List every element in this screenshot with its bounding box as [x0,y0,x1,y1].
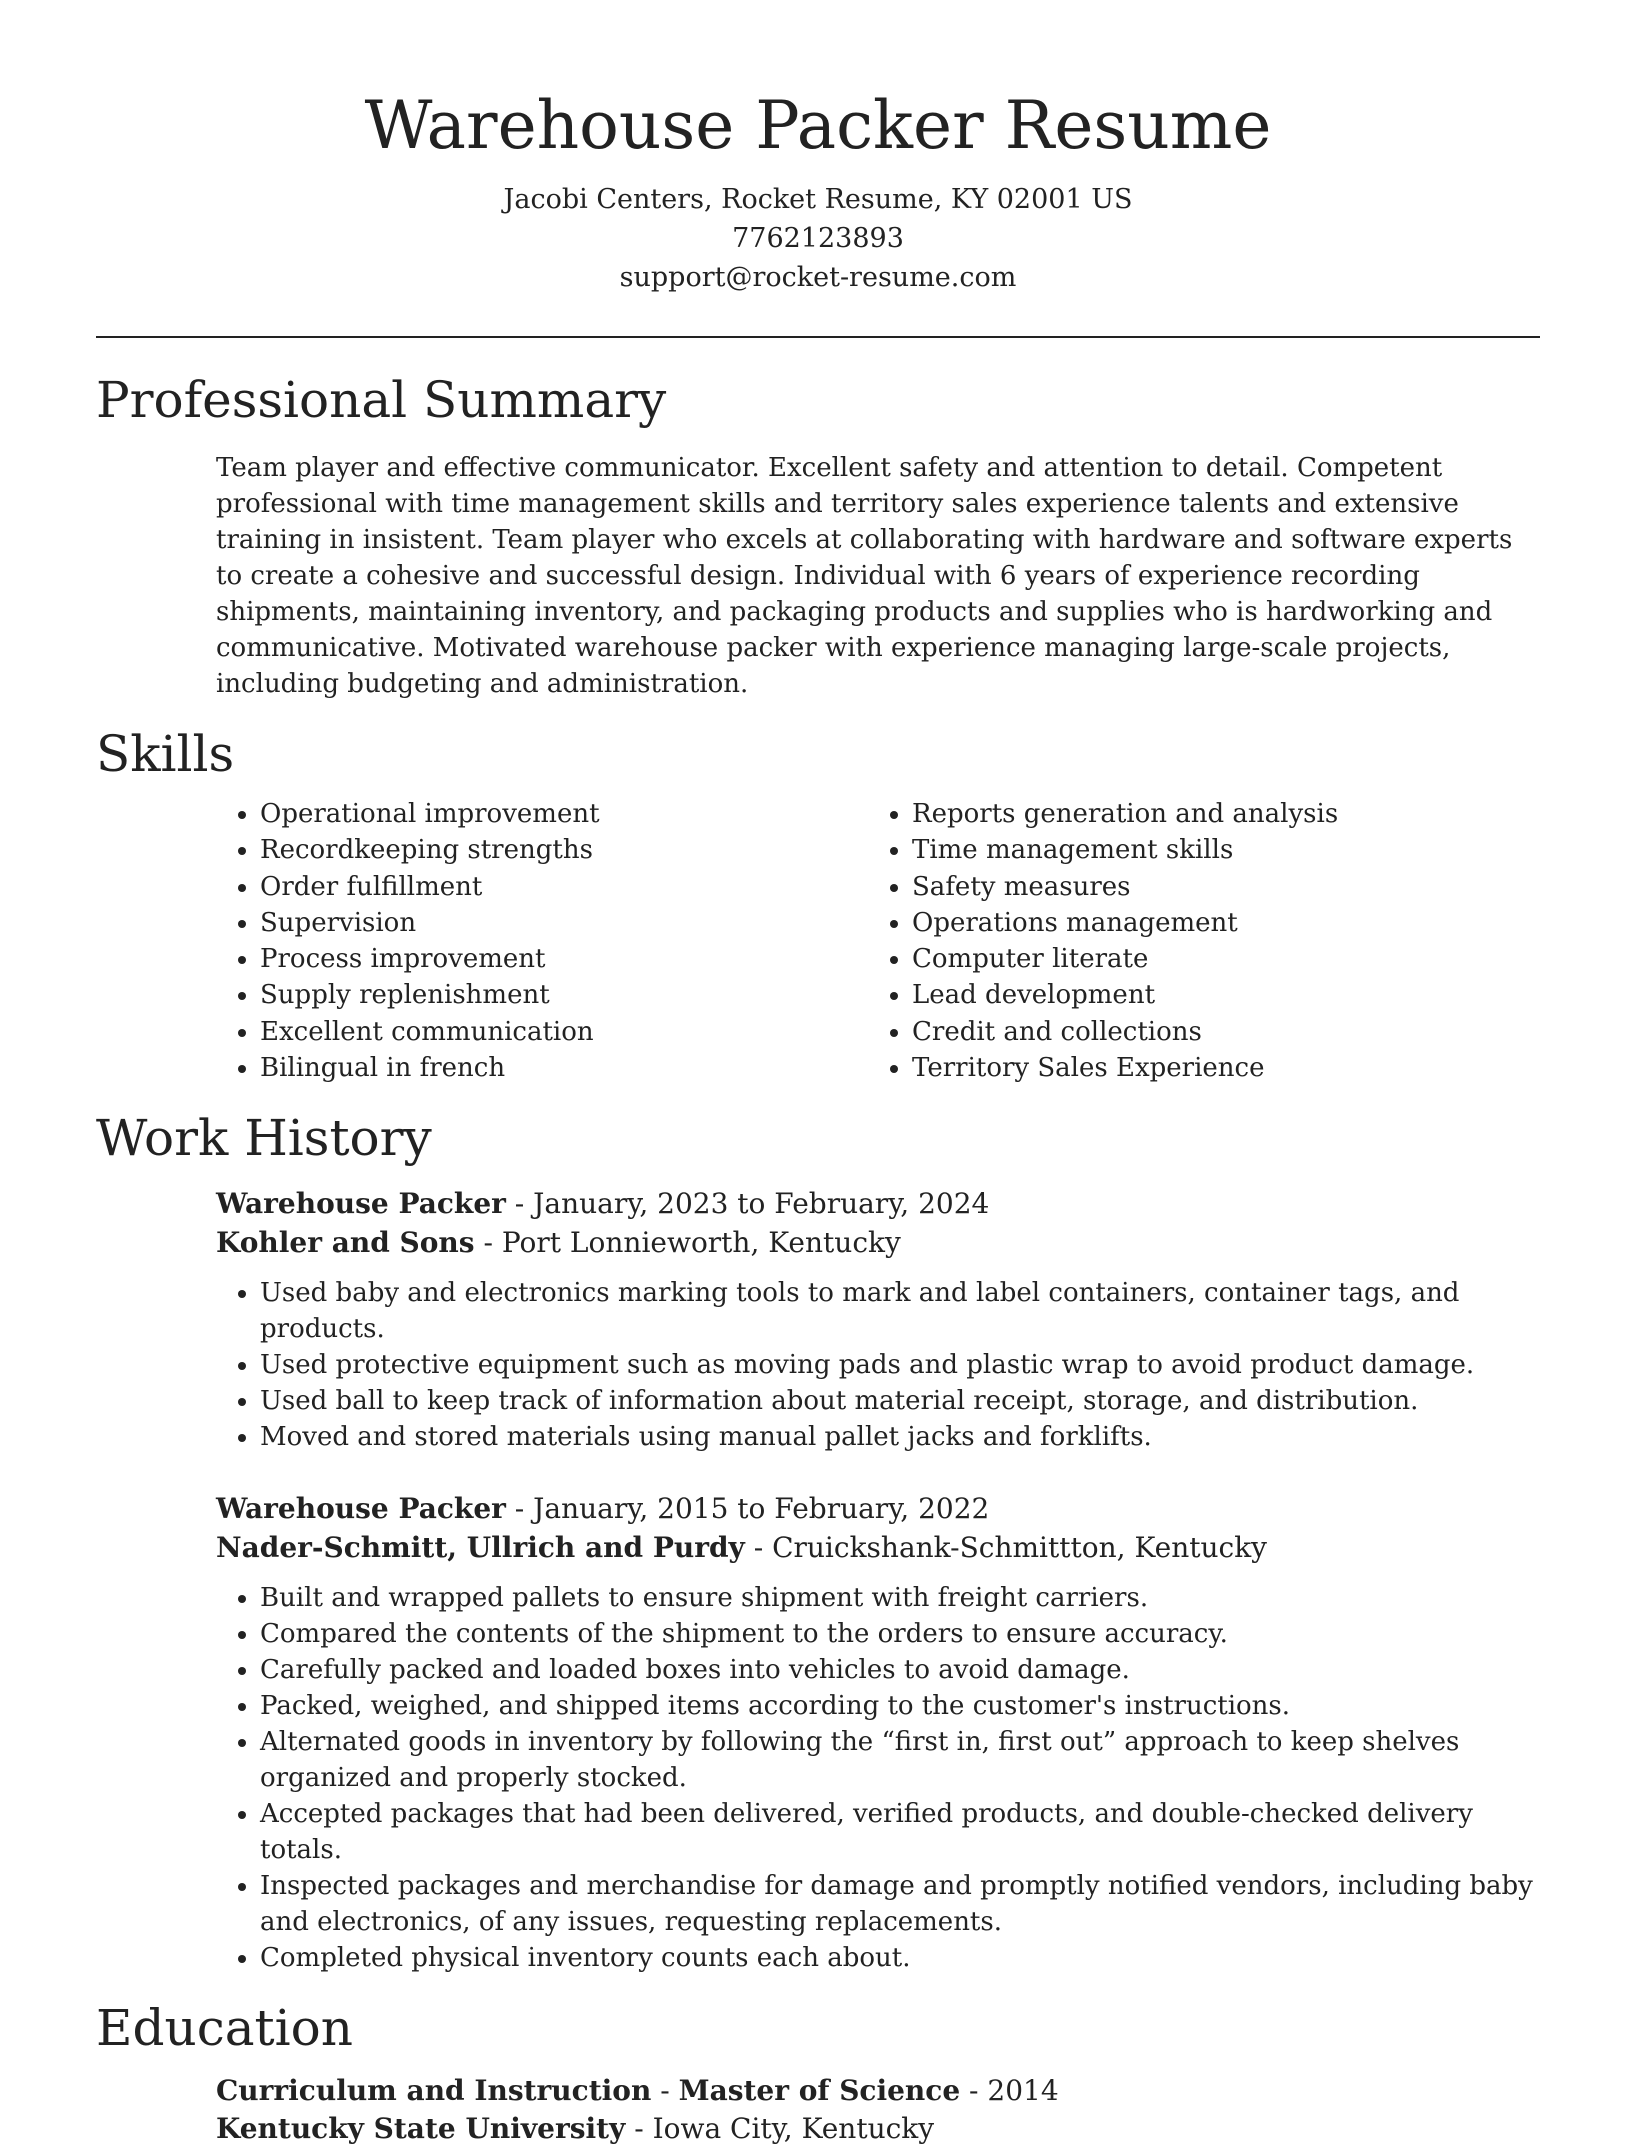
job-title: Warehouse Packer [216,1187,506,1221]
skills-list-right [868,796,1520,1086]
work-history-heading: Work History [96,1109,432,1168]
job-bullet: • Alternated goods in inventory by following the “first in, first out” approach to keep shelves organized and properly stocked. [260,1724,1550,1796]
header-divider [96,336,1540,338]
education-degree: Master of Science [678,2074,961,2108]
skill-item: • Operations management [912,905,1520,941]
job-location: Port Lonnieworth, Kentucky [501,1226,901,1260]
education-section [96,1998,1540,2148]
resume-page [96,0,1540,2148]
skill-item: • Lead development [912,977,1520,1013]
skills-list-left [216,796,868,1086]
skill-item: • Supply replenishment [260,977,868,1013]
job-bullet: • Carefully packed and loaded boxes into vehicles to avoid damage. [260,1652,1550,1688]
job-title-line: Warehouse Packer - January, 2023 to February, 2024 [216,1187,990,1221]
skill-item: • Bilingual in french [260,1050,868,1086]
job-bullet: • Accepted packages that had been delivered, verified products, and double-checked delivery totals. [260,1796,1550,1868]
job-bullet: • Used baby and electronics marking tools to mark and label containers, container tags, and products. [260,1275,1550,1347]
contact-phone: 7762123893 [732,223,904,254]
skill-item: • Recordkeeping strengths [260,832,868,868]
skill-item: • Process improvement [260,941,868,977]
education-heading: Education [96,1999,353,2058]
job-bullets [216,1275,1550,1455]
skill-item: • Operational improvement [260,796,868,832]
job-dates: January, 2015 to February, 2022 [533,1492,990,1526]
job-title-line: Warehouse Packer - January, 2015 to February, 2022 [216,1492,990,1526]
job-bullet: • Used protective equipment such as moving pads and plastic wrap to avoid product damage. [260,1347,1550,1383]
job-company: Kohler and Sons [216,1226,475,1260]
skill-item: • Excellent communication [260,1014,868,1050]
education-entry [216,2072,1540,2148]
job-bullets [216,1580,1550,1976]
education-year: 2014 [987,2074,1059,2108]
job-bullet: • Completed physical inventory counts each about. [260,1940,1550,1976]
resume-header [96,0,1540,297]
contact-email: support@rocket-resume.com [619,262,1017,293]
job-company-line: Kohler and Sons - Port Lonnieworth, Kentucky [216,1226,901,1260]
job-dates: January, 2023 to February, 2024 [533,1187,990,1221]
work-history-section [96,1108,1540,1976]
skills-grid [216,796,1540,1086]
summary-heading: Professional Summary [96,371,667,429]
job-bullet: • Compared the contents of the shipment to the orders to ensure accuracy. [260,1616,1550,1652]
skill-item: • Supervision [260,905,868,941]
job-title: Warehouse Packer [216,1492,506,1526]
education-degree-line: Curriculum and Instruction - Master of Science - 2014 [216,2074,1059,2108]
resume-title: Warehouse Packer Resume [364,87,1272,164]
contact-info [96,180,1540,297]
job-bullet: • Moved and stored materials using manual pallet jacks and forklifts. [260,1419,1550,1455]
summary-section [96,370,1540,702]
skill-item: • Order fulfillment [260,869,868,905]
skill-item: • Territory Sales Experience [912,1050,1520,1086]
skill-item: • Reports generation and analysis [912,796,1520,832]
skills-heading: Skills [96,725,235,783]
contact-address: Jacobi Centers, Rocket Resume, KY 02001 US [503,184,1133,215]
summary-text: Team player and effective communicator. Excellent safety and attention to detail. Competent professional with time management skills and territory sales experience talents and extensive training in insistent. Team player who excels at collaborating with hardware and software experts to create a cohesive and successful design. Individual with 6 years of experience recording shipments, maintaining inventory, and packaging products and supplies who is hardworking and communicative. Motivated warehouse packer with experience managing large-scale projects, including budgeting and administration. [216,453,1513,699]
job-company: Nader-Schmitt, Ullrich and Purdy [216,1531,745,1565]
skill-item: • Time management skills [912,832,1520,868]
education-field: Curriculum and Instruction [216,2074,652,2108]
skills-section [96,724,1540,1086]
education-location: Iowa City, Kentucky [652,2112,935,2146]
skill-item: • Computer literate [912,941,1520,977]
job-bullet: • Inspected packages and merchandise for damage and promptly notified vendors, including baby and electronics, of any issues, requesting replacements. [260,1868,1550,1940]
job-bullet: • Built and wrapped pallets to ensure shipment with freight carriers. [260,1580,1550,1616]
skill-item: • Credit and collections [912,1014,1520,1050]
job-company-line: Nader-Schmitt, Ullrich and Purdy - Cruickshank-Schmittton, Kentucky [216,1531,1267,1565]
job-entry [216,1184,1540,1455]
education-school-line: Kentucky State University - Iowa City, Kentucky [216,2112,935,2146]
skill-item: • Safety measures [912,869,1520,905]
job-entry [216,1489,1540,1976]
job-bullet: • Packed, weighed, and shipped items according to the customer's instructions. [260,1688,1550,1724]
job-location: Cruickshank-Schmittton, Kentucky [772,1531,1267,1565]
job-bullet: • Used ball to keep track of information about material receipt, storage, and distribution. [260,1383,1550,1419]
education-school: Kentucky State University [216,2112,626,2146]
